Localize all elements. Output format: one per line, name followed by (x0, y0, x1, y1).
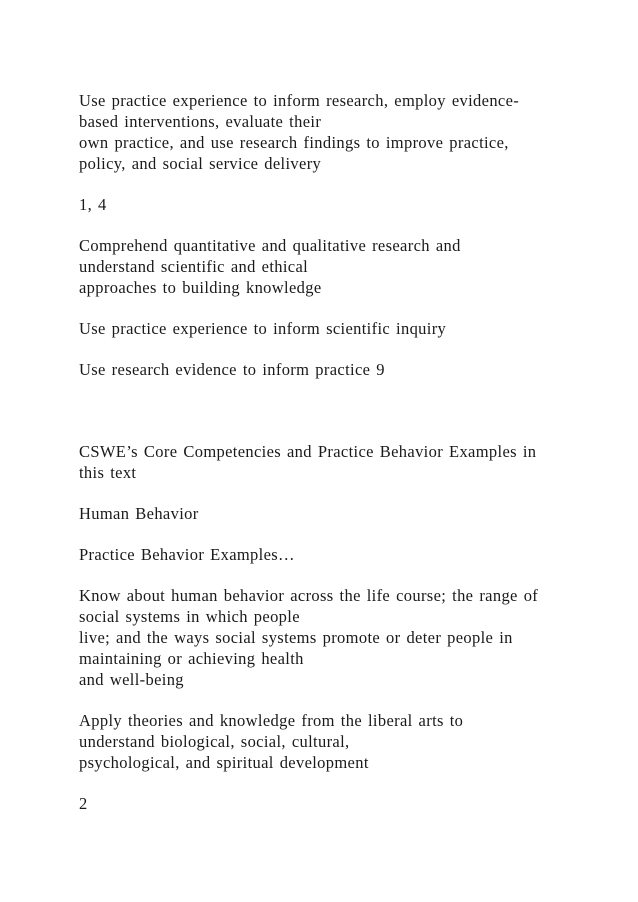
text-line: 2 (79, 794, 88, 813)
paragraph-chapter-number (79, 793, 579, 814)
text-line: understand scientific and ethical (79, 257, 309, 276)
text-line: CSWE’s Core Competencies and Practice Behavior Examples in (79, 442, 537, 461)
paragraph-scientific-inquiry (79, 318, 579, 339)
text-line: Use practice experience to inform research, employ evidence- (79, 91, 520, 110)
text-line: Apply theories and knowledge from the liberal arts to (79, 711, 464, 730)
text-line: own practice, and use research findings to improve practice, (79, 133, 509, 152)
document-body (79, 90, 579, 834)
text-line: understand biological, social, cultural, (79, 732, 350, 751)
paragraph-human-behavior (79, 503, 579, 524)
paragraph-cswe-heading (79, 441, 579, 483)
text-line: psychological, and spiritual development (79, 753, 369, 772)
text-line: Use practice experience to inform scientific inquiry (79, 319, 447, 338)
paragraph-apply-theories (79, 710, 579, 773)
text-line: Comprehend quantitative and qualitative research and (79, 236, 461, 255)
text-line: Human Behavior (79, 504, 199, 523)
text-line: 1, 4 (79, 195, 107, 214)
paragraph-chapter-refs (79, 194, 579, 215)
text-line: and well-being (79, 670, 184, 689)
paragraph-practice-behavior-examples (79, 544, 579, 565)
paragraph-know-human-behavior (79, 585, 579, 690)
text-line: social systems in which people (79, 607, 300, 626)
text-line: Practice Behavior Examples… (79, 545, 295, 564)
text-line: based interventions, evaluate their (79, 112, 322, 131)
text-line: this text (79, 463, 137, 482)
text-line: Use research evidence to inform practice 9 (79, 360, 385, 379)
text-line: approaches to building knowledge (79, 278, 322, 297)
paragraph-research-evidence (79, 359, 579, 380)
text-line: live; and the ways social systems promote or deter people in (79, 628, 513, 647)
text-line: policy, and social service delivery (79, 154, 322, 173)
text-line: maintaining or achieving health (79, 649, 304, 668)
paragraph-research-practice (79, 90, 579, 174)
paragraph-comprehend-research (79, 235, 579, 298)
text-line: Know about human behavior across the life course; the range of (79, 586, 539, 605)
spacer (79, 400, 579, 441)
